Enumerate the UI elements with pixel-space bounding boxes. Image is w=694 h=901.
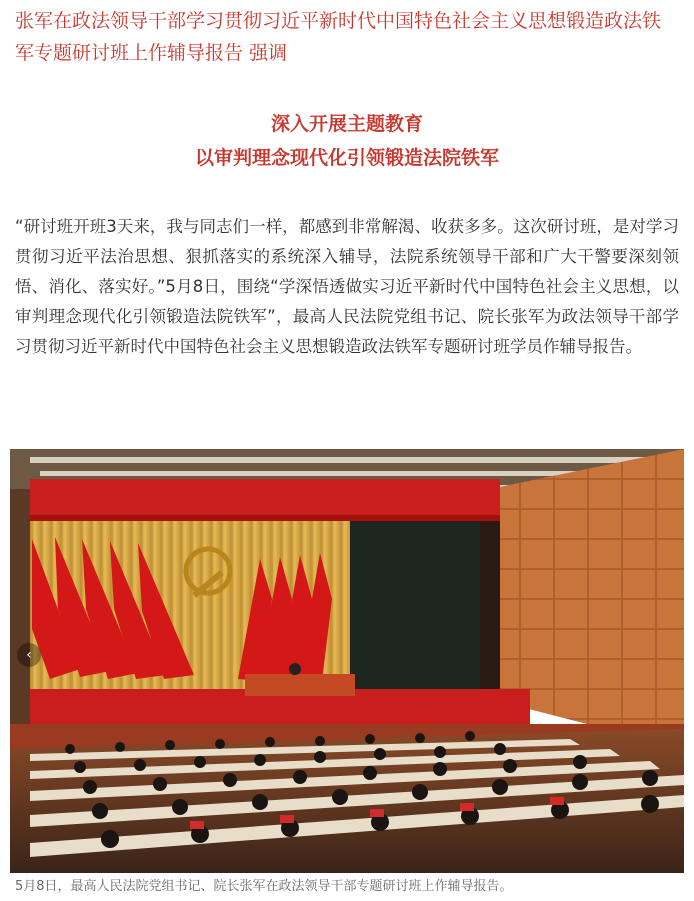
article-headline: 张军在政法领导干部学习贯彻习近平新时代中国特色社会主义思想锻造政法铁军专题研讨班上作辅导报告 强调 <box>15 10 662 64</box>
article-subtitle-line1: 深入开展主题教育 <box>270 113 423 135</box>
photo-prev-button[interactable] <box>17 643 41 667</box>
article-subtitle-line2: 以审判理念现代化引领锻造法院铁军 <box>194 147 499 169</box>
article-photo <box>10 449 684 873</box>
article-paragraph: “研讨班开班3天来，我与同志们一样，都感到非常解渴、收获多多。这次研讨班，是对学习贯彻习近平法治思想、狠抓落实的系统深入辅导，法院系统领导干部和广大干警要深刻领悟、消化、落实好。”5月8日，围绕“学深悟透做实习近平新时代中国特色社会主义思想，以审判理念现代化引领锻造法院铁军”，最高人民法院党组书记、院长张军为政法领导干部学习贯彻习近平新时代中国特色社会主义思想锻造政法铁军专题研讨班学员作辅导报告。 <box>15 217 679 356</box>
chevron-left-icon: ‹ <box>26 647 32 663</box>
photo-caption: 5月8日，最高人民法院党组书记、院长张军在政法领导干部专题研讨班上作辅导报告。 <box>15 879 513 894</box>
conference-hall-illustration <box>10 449 684 873</box>
